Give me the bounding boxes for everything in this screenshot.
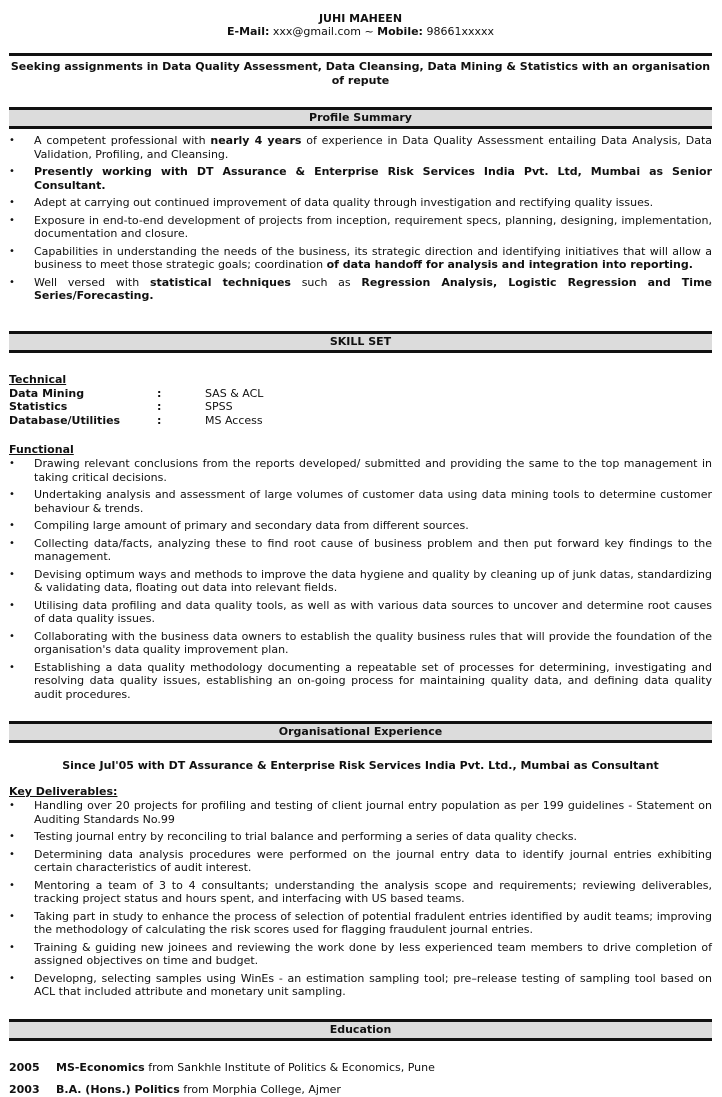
degree: MS-Economics xyxy=(56,1060,145,1074)
text: Training & guiding new joinees and reviewing the work done by less experienced team members to drive completion of assigned objectives on time and budget. xyxy=(34,940,712,967)
section-education: Education xyxy=(9,1019,712,1041)
bullet-icon: • xyxy=(9,166,15,177)
bullet-icon: • xyxy=(9,489,15,500)
objective: Seeking assignments in Data Quality Assessment, Data Cleansing, Data Mining & Statistics with an organisation of repute xyxy=(9,53,712,87)
institution: from Sankhle Institute of Politics & Economics, Pune xyxy=(144,1060,435,1074)
candidate-name: JUHI MAHEEN xyxy=(318,12,403,25)
list-item xyxy=(9,457,712,484)
bullet-icon: • xyxy=(9,848,15,860)
separator: : xyxy=(157,386,162,400)
functional-list xyxy=(9,457,712,701)
text: of experience in Data Quality Assessment entailing Data Analysis, Data Validation, Profiling, and Cleansing. xyxy=(34,134,713,161)
key-deliverables-heading: Key Deliverables: xyxy=(9,785,118,798)
list-item xyxy=(9,245,712,272)
mobile: 98661xxxxx xyxy=(426,25,494,38)
education-item xyxy=(9,1061,712,1075)
education-item xyxy=(9,1083,712,1097)
separator: : xyxy=(157,413,162,427)
technical-heading: Technical xyxy=(9,372,67,386)
bullet-icon: • xyxy=(9,197,15,208)
text: Drawing relevant conclusions from the reports developed/ submitted and providing the same to the top management in taking critical decisions. xyxy=(34,457,712,484)
email-label: E-Mail: xyxy=(226,25,270,38)
education-year: 2003 xyxy=(9,1082,40,1096)
skill-row xyxy=(9,400,712,414)
list-item xyxy=(9,630,712,657)
list-item xyxy=(9,519,712,533)
skill-name: Database/Utilities xyxy=(9,413,121,427)
list-item xyxy=(9,879,712,906)
list-item xyxy=(9,972,712,999)
bullet-icon: • xyxy=(9,568,15,580)
deliverables-list xyxy=(9,799,712,999)
list-item xyxy=(9,568,712,595)
text: Determining data analysis procedures were performed on the journal entry data to identify journal entries exhibiting certain characteristics of audit interest. xyxy=(34,847,712,874)
text: Utilising data profiling and data quality tools, as well as with various data sources to uncover and determine root causes of data quality issues. xyxy=(34,598,712,625)
bullet-icon: • xyxy=(9,661,15,673)
technical-skills xyxy=(9,387,712,428)
profile-list xyxy=(9,134,712,303)
functional-heading: Functional xyxy=(9,443,74,456)
section-skill-set: SKILL SET xyxy=(9,331,712,353)
list-item xyxy=(9,488,712,515)
list-item xyxy=(9,941,712,968)
bullet-icon: • xyxy=(9,879,15,891)
section-organisational-experience: Organisational Experience xyxy=(9,721,712,743)
text: Taking part in study to enhance the process of selection of potential fradulent entries identified by audit teams; improving the methodology of calculating the risk scores used for flagging fraudulent journal entries. xyxy=(34,909,712,936)
text: such as xyxy=(290,275,362,289)
text: Adept at carrying out continued improvement of data quality through investigation and rectifying quality issues. xyxy=(34,196,654,209)
list-item xyxy=(9,276,712,303)
bold-text: Regression Analysis, Logistic Regression and Time Series/Forecasting. xyxy=(34,275,712,302)
bullet-icon: • xyxy=(9,630,15,642)
bullet-icon: • xyxy=(9,245,15,257)
text: A competent professional with xyxy=(34,134,211,147)
institution: from Morphia College, Ajmer xyxy=(179,1082,341,1096)
section-profile-summary: Profile Summary xyxy=(9,107,712,129)
bullet-icon: • xyxy=(9,135,15,146)
skill-value: SPSS xyxy=(205,400,233,413)
resume xyxy=(9,0,712,1097)
bullet-icon: • xyxy=(9,599,15,611)
mobile-label: Mobile: xyxy=(377,25,423,38)
education-list xyxy=(9,1061,712,1097)
text: Compiling large amount of primary and secondary data from different sources. xyxy=(34,519,469,532)
list-item xyxy=(9,537,712,564)
skill-row xyxy=(9,387,712,401)
bullet-icon: • xyxy=(9,941,15,953)
text: Collecting data/facts, analyzing these to find root cause of business problem and then put forward key findings to the management. xyxy=(34,536,712,563)
text: Developng, selecting samples using WinEs - an estimation sampling tool; pre–release testing of sampling tool based on ACL that included attribute and monetary unit sampling. xyxy=(34,971,712,998)
bullet-icon: • xyxy=(9,458,15,469)
degree: B.A. (Hons.) Politics xyxy=(56,1082,180,1096)
bullet-icon: • xyxy=(9,831,15,842)
bullet-icon: • xyxy=(9,800,15,811)
bullet-icon: • xyxy=(9,214,15,226)
bullet-icon: • xyxy=(9,276,15,288)
text: Mentoring a team of 3 to 4 consultants; understanding the analysis scope and requirements; reviewing deliverables, tracking project status and hours spent, and interfacing with US based teams. xyxy=(34,878,712,905)
text: Testing journal entry by reconciling to trial balance and performing a series of data quality checks. xyxy=(34,830,577,843)
skill-value: SAS & ACL xyxy=(205,386,264,400)
skill-name: Statistics xyxy=(9,400,68,413)
bold-text: Presently working with DT Assurance & Enterprise Risk Services India Pvt. Ltd, Mumbai as Senior Consultant. xyxy=(34,165,712,192)
text: Devising optimum ways and methods to improve the data hygiene and quality by cleaning up of junk datas, standardizing & validating data, floating out data into relevant fields. xyxy=(34,567,712,594)
skill-value: MS Access xyxy=(205,413,263,427)
list-item xyxy=(9,848,712,875)
text: Capabilities in understanding the needs of the business, its strategic direction and identifying initiatives that will allow a business to meet those strategic goals; coordination xyxy=(34,244,712,271)
education-year: 2005 xyxy=(9,1060,40,1074)
text: Undertaking analysis and assessment of large volumes of customer data using data mining tools to determine customer behaviour & trends. xyxy=(34,488,712,515)
bullet-icon: • xyxy=(9,537,15,549)
list-item xyxy=(9,196,712,210)
text: Handling over 20 projects for profiling and testing of client journal entry population as per 199 guidelines - Statement on Auditing Standards No.99 xyxy=(34,799,712,826)
skill-row xyxy=(9,414,712,428)
contact-line xyxy=(9,25,712,39)
bold-text: statistical techniques xyxy=(149,275,291,289)
position-title: Since Jul'05 with DT Assurance & Enterprise Risk Services India Pvt. Ltd., Mumbai as Consultant xyxy=(62,759,659,772)
list-item xyxy=(9,661,712,702)
bold-text: of data handoff for analysis and integration into reporting. xyxy=(326,258,693,271)
bullet-icon: • xyxy=(9,910,15,922)
separator: : xyxy=(157,400,162,413)
text: Well versed with xyxy=(34,275,150,289)
text: Collaborating with the business data owners to establish the quality business rules that will provide the foundation of the organisation's data quality improvement plan. xyxy=(34,629,712,656)
bold-text: nearly 4 years xyxy=(210,134,302,147)
list-item xyxy=(9,799,712,826)
bullet-icon: • xyxy=(9,972,15,984)
list-item xyxy=(9,214,712,241)
text: Establishing a data quality methodology documenting a repeatable set of processes for determining, investigating and resolving data quality issues, establishing an on-going process for maintaining quality data, and defining data quality audit procedures. xyxy=(34,660,712,701)
bullet-icon: • xyxy=(9,520,15,531)
list-item xyxy=(9,165,712,192)
list-item xyxy=(9,134,712,161)
skill-name: Data Mining xyxy=(9,386,85,400)
list-item xyxy=(9,599,712,626)
list-item xyxy=(9,830,712,844)
list-item xyxy=(9,910,712,937)
text: Exposure in end-to-end development of projects from inception, requirement specs, planning, designing, implementation, documentation and closure. xyxy=(34,213,712,240)
email: xxx@gmail.com ~ xyxy=(272,25,374,38)
